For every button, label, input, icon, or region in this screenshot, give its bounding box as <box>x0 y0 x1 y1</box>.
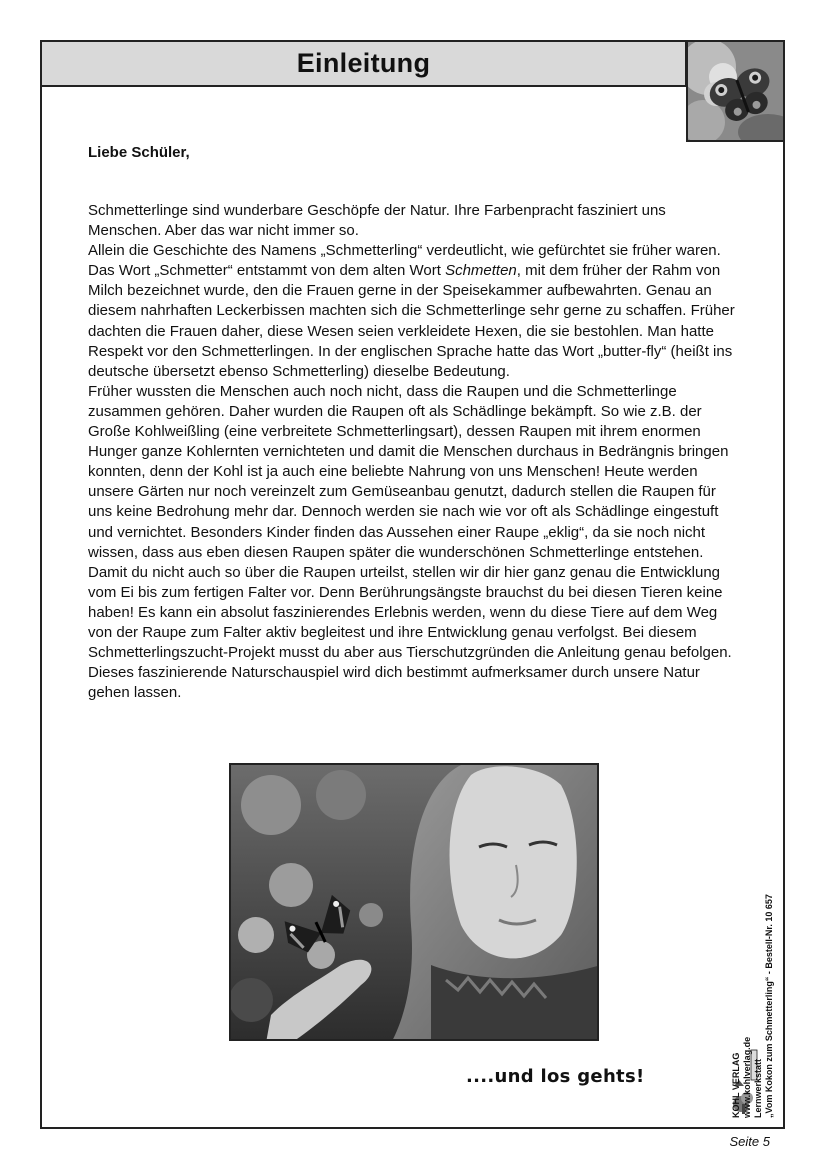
paragraph-1: Schmetterlinge sind wunderbare Geschöpfe der Natur. Ihre Farbenpracht fasziniert uns Menschen. Aber das war nicht immer so. <box>88 202 666 240</box>
paragraph-2-part-a: Allein die Geschichte des Namens „Schmetterling“ verdeutlicht, wie gefürchtet sie früher waren. Das Wort „Schmetter“ entstammt von dem alten Wort <box>88 242 721 280</box>
side-title-order: „Vom Kokon zum Schmetterling“ - Bestell-Nr. 10 657 <box>764 894 774 1118</box>
slogan: ....und los gehts! <box>466 1066 645 1087</box>
body-text <box>88 201 740 703</box>
page-title: Einleitung <box>296 48 431 78</box>
title-bar <box>40 40 687 87</box>
paragraph-3: Früher wussten die Menschen auch noch nicht, dass die Raupen und die Schmetterlinge zusammen gehören. Daher wurden die Raupen oft als Schädlinge bekämpft. So wie z.B. der Große Kohlweißling (eine verbreitete Schmetterlingsart), dessen Raupen mit ihrem enormen Hunger ganze Kohlernten vernichteten und damit die Menschen durchaus in Bedrängnis bringen konnten, denn der Kohl ist ja auch eine beliebte Nahrung von uns Menschen! Heute werden unsere Gärten nur noch vereinzelt zum Gemüseanbau genutzt, dadurch stellen die Raupen für uns keine Bedrohung mehr dar. Dennoch werden sie nach wie vor oft als Schädlinge eingestuft und vernichtet. Besonders Kinder finden das Aussehen einer Raupe „eklig“, da sie noch nicht wissen, dass aus eben diesen Raupen später die wunderschönen Schmetterlinge entstehen. <box>88 382 729 561</box>
paragraph-2 <box>88 241 740 382</box>
paragraph-2-italic-word: Schmetten <box>445 262 517 280</box>
side-series: Lernwerkstatt <box>753 1058 763 1118</box>
girl-butterfly-image <box>231 765 599 1041</box>
paragraph-2-part-b: , mit dem früher der Rahm von Milch bezeichnet wurde, den die Frauen gerne in der Speisekammer aufbewahrten. Genau an diesem nahrhaften Leckerbissen machten sich die Schmetterlinge sehr gerne zu schaffen. Früher dachten die Frauen daher, diese Wesen seien verkleidete Hexen, die sie bestohlen. Man hatte Respekt vor den Schmetterlingen. In der englischen Sprache hatte das Wort „butter-fly“ (heißt ins deutsche übersetzt ebenso Schmetterling) dieselbe Bedeutung. <box>88 262 735 380</box>
paragraph-4: Damit du nicht auch so über die Raupen urteilst, stellen wir dir hier ganz genau die Entwicklung vom Ei bis zum fertigen Falter vor. Denn Berührungsängste brauchst du bei diesen Tieren keine haben! Es kann ein absolut faszinierendes Erlebnis werden, wenn du diese Tiere auf dem Weg von der Raupe zum Falter aktiv begleitest und ihre Entwicklung genau verfolgst. Bei diesem Schmetterlingszucht-Projekt musst du aber aus Tierschutzgründen die Anleitung genau befolgen. Dieses faszinierende Naturschauspiel wird dich bestimmt aufmerksamer durch unsere Natur gehen lassen. <box>88 563 732 702</box>
girl-butterfly-photo <box>229 763 599 1041</box>
side-website: www.kohlverlag.de <box>742 1036 752 1118</box>
side-info <box>731 758 775 1118</box>
butterfly-image <box>688 42 785 142</box>
page-number: Seite 5 <box>729 1134 770 1149</box>
butterfly-photo <box>686 40 785 142</box>
greeting: Liebe Schüler, <box>88 144 190 161</box>
side-publisher: KOHL VERLAG <box>731 1052 741 1118</box>
